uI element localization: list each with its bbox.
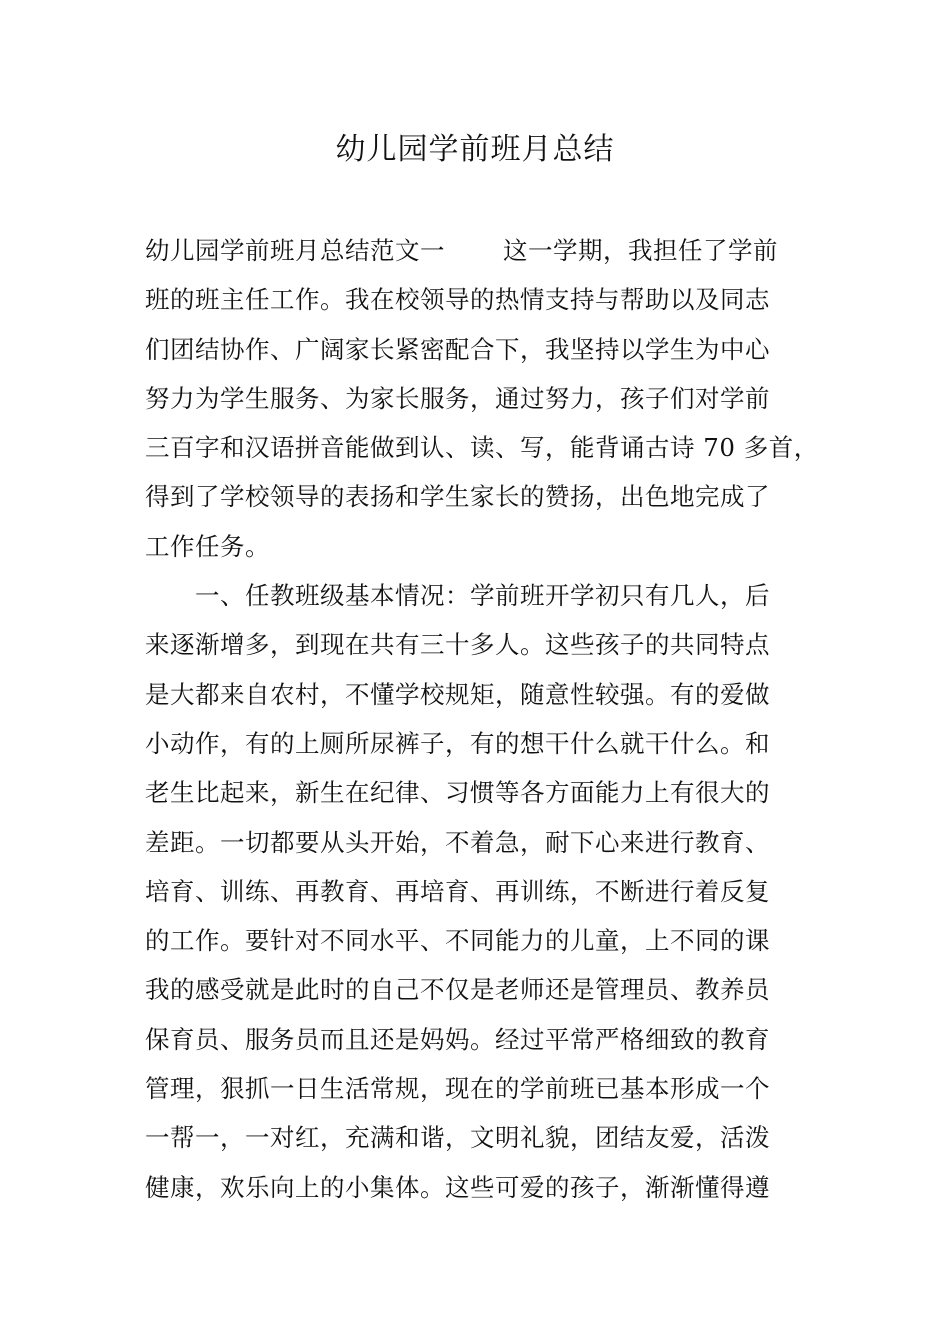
text-line: 班的班主任工作。我在校领导的热情支持与帮助以及同志 [145, 285, 770, 315]
text-segment: 这一学期，我担任了学前 [503, 236, 778, 265]
text-line: 的工作。要针对不同水平、不同能力的儿童，上不同的课 [145, 926, 770, 956]
text-line: 们团结协作、广阔家长紧密配合下，我坚持以学生为中心 [145, 334, 770, 364]
text-line: 努力为学生服务、为家长服务，通过努力，孩子们对学前 [145, 383, 770, 413]
text-line: 来逐渐增多，到现在共有三十多人。这些孩子的共同特点 [145, 630, 770, 660]
subtitle-text: 幼儿园学前班月总结范文一 [145, 236, 445, 265]
document-title: 幼儿园学前班月总结 [335, 132, 615, 167]
text-line: 得到了学校领导的表扬和学生家长的赞扬，出色地完成了 [145, 482, 770, 512]
text-line: 三百字和汉语拼音能做到认、读、写，能背诵古诗 70 多首， [145, 433, 819, 463]
text-line: 我的感受就是此时的自己不仅是老师还是管理员、教养员 [145, 975, 770, 1005]
text-line: 管理，狠抓一日生活常规，现在的学前班已基本形成一个 [145, 1074, 770, 1104]
text-line: 一帮一，一对红，充满和谐，文明礼貌，团结友爱，活泼 [145, 1123, 770, 1153]
text-line: 老生比起来，新生在纪律、习惯等各方面能力上有很大的 [145, 778, 770, 808]
document-body [145, 226, 825, 1212]
text-line: 一、任教班级基本情况：学前班开学初只有几人，后 [145, 581, 770, 611]
text-line: 健康，欢乐向上的小集体。这些可爱的孩子，渐渐懂得遵 [145, 1172, 770, 1202]
text-line: 小动作，有的上厕所尿裤子，有的想干什么就干什么。和 [145, 728, 770, 758]
text-line: 差距。一切都要从头开始，不着急，耐下心来进行教育、 [145, 827, 770, 857]
text-line: 是大都来自农村，不懂学校规矩，随意性较强。有的爱做 [145, 679, 770, 709]
text-line: 工作任务。 [145, 531, 270, 561]
text-line: 保育员、服务员而且还是妈妈。经过平常严格细致的教育 [145, 1024, 770, 1054]
text-line: 培育、训练、再教育、再培育、再训练，不断进行着反复 [145, 876, 770, 906]
text-line [145, 226, 825, 275]
